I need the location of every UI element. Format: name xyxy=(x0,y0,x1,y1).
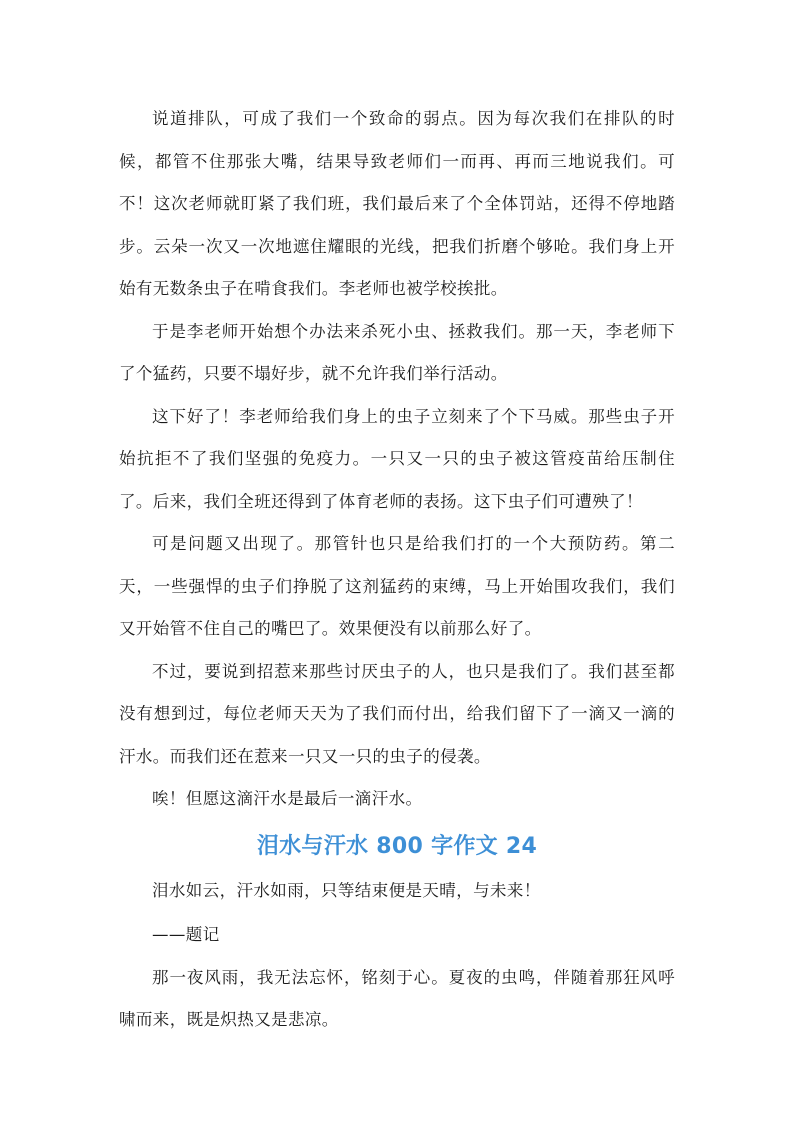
paragraph-epigraph-attribution: ——题记 xyxy=(152,924,220,944)
document-page xyxy=(119,98,675,1042)
paragraph-last-sweat: 唉！但愿这滴汗水是最后一滴汗水。 xyxy=(152,789,423,808)
paragraph-queue-weakness: 说道排队，可成了我们一个致命的弱点。因为每次我们在排队的时候，都管不住那张大嘴，结果导致老师们一而再、再而三地说我们。可不！这次老师就盯紧了我们班，我们最后来了个全体罚站，还得不停地踏步。云朵一次又一次地遮住耀眼的光线，把我们折磨个够呛。我们身上开始有无数条虫子在啃食我们。李老师也被学校挨批。 xyxy=(119,109,675,298)
paragraph-night-storm: 那一夜风雨，我无法忘怀，铭刻于心。夏夜的虫鸣，伴随着那狂风呼啸而来，既是炽热又是悲凉。 xyxy=(119,967,675,1029)
paragraph-teacher-plan: 于是李老师开始想个办法来杀死小虫、拯救我们。那一天，李老师下了个猛药，只要不塌好步，就不允许我们举行活动。 xyxy=(119,321,675,383)
essay-heading: 泪水与汗水 800 字作文 24 xyxy=(256,833,538,859)
paragraph-epigraph: 泪水如云，汗水如雨，只等结束便是天晴，与未来！ xyxy=(152,880,541,900)
paragraph-problem-again: 可是问题又出现了。那管针也只是给我们打的一个大预防药。第二天，一些强悍的虫子们挣脱了这剂猛药的束缚，马上开始围攻我们，我们又开始管不住自己的嘴巴了。效果便没有以前那么好了。 xyxy=(119,534,675,638)
paragraph-vaccine-effect: 这下好了！李老师给我们身上的虫子立刻来了个下马威。那些虫子开始抗拒不了我们坚强的免疫力。一只又一只的虫子被这管疫苗给压制住了。后来，我们全班还得到了体育老师的表扬。这下虫子们可遭殃了！ xyxy=(119,406,675,511)
paragraph-teacher-sweat: 不过，要说到招惹来那些讨厌虫子的人，也只是我们了。我们甚至都没有想到过，每位老师天天为了我们而付出，给我们留下了一滴又一滴的汗水。而我们还在惹来一只又一只的虫子的侵袭。 xyxy=(119,661,675,766)
